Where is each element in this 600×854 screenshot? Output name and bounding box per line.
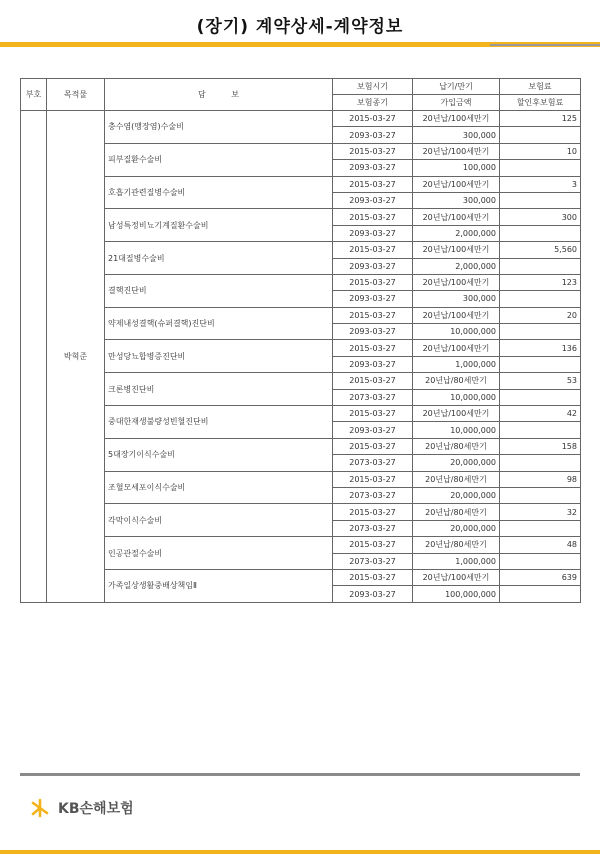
coverage-term: 20년납/100세만기 — [413, 340, 500, 356]
coverage-end: 2093-03-27 — [333, 127, 413, 143]
coverage-start: 2015-03-27 — [333, 176, 413, 192]
coverage-end: 2073-03-27 — [333, 553, 413, 569]
table-row — [21, 406, 581, 422]
coverage-name: 가족일상생활중배상책임Ⅱ — [105, 569, 333, 602]
coverage-amount: 300,000 — [413, 291, 500, 307]
coverage-end: 2093-03-27 — [333, 324, 413, 340]
table-row — [21, 340, 581, 356]
coverage-name: 피부질환수술비 — [105, 143, 333, 176]
table-row — [21, 242, 581, 258]
coverage-term: 20년납/100세만기 — [413, 406, 500, 422]
table-row — [21, 373, 581, 389]
coverage-end: 2073-03-27 — [333, 389, 413, 405]
coverage-name: 결핵진단비 — [105, 274, 333, 307]
coverage-premium: 136 — [500, 340, 581, 356]
coverage-amount: 2,000,000 — [413, 258, 500, 274]
coverage-term: 20년납/100세만기 — [413, 209, 500, 225]
coverage-discount — [500, 455, 581, 471]
coverage-discount — [500, 520, 581, 536]
coverage-end: 2093-03-27 — [333, 258, 413, 274]
coverage-end: 2093-03-27 — [333, 356, 413, 372]
coverage-start: 2015-03-27 — [333, 209, 413, 225]
coverage-amount: 100,000,000 — [413, 586, 500, 602]
coverage-term: 20년납/100세만기 — [413, 569, 500, 585]
table-row — [21, 143, 581, 159]
header-insured: 목적물 — [47, 79, 105, 111]
header-coverage: 담 보 — [105, 79, 333, 111]
page-title: (장기) 계약상세-계약정보 — [196, 17, 404, 37]
coverage-name: 만성당뇨합병증진단비 — [105, 340, 333, 373]
coverage-term: 20년납/100세만기 — [413, 274, 500, 290]
coverage-end: 2073-03-27 — [333, 455, 413, 471]
coverage-amount: 100,000 — [413, 160, 500, 176]
coverage-term: 20년납/100세만기 — [413, 111, 500, 127]
coverage-end: 2093-03-27 — [333, 225, 413, 241]
footer-accent — [0, 850, 600, 854]
coverage-end: 2093-03-27 — [333, 160, 413, 176]
header-no: 부호 — [21, 79, 47, 111]
coverage-discount — [500, 127, 581, 143]
coverage-amount: 20,000,000 — [413, 520, 500, 536]
coverage-discount — [500, 225, 581, 241]
coverage-premium: 123 — [500, 274, 581, 290]
coverage-end: 2073-03-27 — [333, 520, 413, 536]
coverage-term: 20년납/100세만기 — [413, 143, 500, 159]
kb-star-icon — [30, 798, 56, 818]
table-body — [21, 111, 581, 603]
table-header-row — [21, 79, 581, 95]
coverage-discount — [500, 192, 581, 208]
coverage-end: 2093-03-27 — [333, 291, 413, 307]
coverage-name: 남성특정비뇨기계질환수술비 — [105, 209, 333, 242]
coverage-end: 2093-03-27 — [333, 586, 413, 602]
coverage-name: 인공관절수술비 — [105, 537, 333, 570]
coverage-discount — [500, 586, 581, 602]
coverage-premium: 639 — [500, 569, 581, 585]
coverage-discount — [500, 324, 581, 340]
coverage-term: 20년납/80세만기 — [413, 373, 500, 389]
table-row — [21, 274, 581, 290]
coverage-discount — [500, 160, 581, 176]
coverage-end: 2073-03-27 — [333, 487, 413, 503]
coverage-start: 2015-03-27 — [333, 143, 413, 159]
table-row — [21, 111, 581, 127]
table-row — [21, 471, 581, 487]
coverage-start: 2015-03-27 — [333, 438, 413, 454]
coverage-name: 21대질병수술비 — [105, 242, 333, 275]
table-row — [21, 504, 581, 520]
coverage-discount — [500, 553, 581, 569]
header-discount: 할인후보험료 — [500, 95, 581, 111]
coverage-term: 20년납/80세만기 — [413, 537, 500, 553]
coverage-premium: 125 — [500, 111, 581, 127]
coverage-premium: 5,560 — [500, 242, 581, 258]
coverage-discount — [500, 389, 581, 405]
coverage-discount — [500, 487, 581, 503]
coverage-start: 2015-03-27 — [333, 537, 413, 553]
coverage-name: 각막이식수술비 — [105, 504, 333, 537]
table-row — [21, 209, 581, 225]
coverage-amount: 2,000,000 — [413, 225, 500, 241]
coverage-term: 20년납/100세만기 — [413, 242, 500, 258]
coverage-name: 크론병진단비 — [105, 373, 333, 406]
coverage-start: 2015-03-27 — [333, 340, 413, 356]
coverage-amount: 1,000,000 — [413, 356, 500, 372]
coverage-end: 2093-03-27 — [333, 422, 413, 438]
coverage-name: 충수염(맹장염)수술비 — [105, 111, 333, 144]
header-start: 보험시기 — [333, 79, 413, 95]
coverage-premium: 98 — [500, 471, 581, 487]
header-rule-accent — [490, 44, 600, 46]
coverage-term: 20년납/100세만기 — [413, 176, 500, 192]
coverage-premium: 300 — [500, 209, 581, 225]
coverage-discount — [500, 356, 581, 372]
coverage-term: 20년납/80세만기 — [413, 504, 500, 520]
coverage-start: 2015-03-27 — [333, 242, 413, 258]
coverage-start: 2015-03-27 — [333, 111, 413, 127]
header-end: 보험종기 — [333, 95, 413, 111]
coverage-name: 중대한재생불량성빈혈진단비 — [105, 406, 333, 439]
coverage-amount: 20,000,000 — [413, 455, 500, 471]
coverage-end: 2093-03-27 — [333, 192, 413, 208]
coverage-start: 2015-03-27 — [333, 307, 413, 323]
coverage-start: 2015-03-27 — [333, 406, 413, 422]
coverage-amount: 10,000,000 — [413, 422, 500, 438]
header-premium: 보험료 — [500, 79, 581, 95]
brand-name: KB손해보험 — [58, 801, 134, 817]
table-row — [21, 438, 581, 454]
coverage-premium: 158 — [500, 438, 581, 454]
contract-table — [20, 78, 581, 603]
table-row — [21, 537, 581, 553]
brand-logo — [30, 798, 134, 818]
table-row — [21, 569, 581, 585]
coverage-term: 20년납/80세만기 — [413, 471, 500, 487]
coverage-name: 조혈모세포이식수술비 — [105, 471, 333, 504]
coverage-start: 2015-03-27 — [333, 373, 413, 389]
coverage-start: 2015-03-27 — [333, 504, 413, 520]
insured-name: 박혁준 — [47, 111, 105, 603]
footer-rule — [20, 773, 580, 776]
coverage-start: 2015-03-27 — [333, 569, 413, 585]
coverage-amount: 1,000,000 — [413, 553, 500, 569]
coverage-name: 약제내성결핵(슈퍼결핵)진단비 — [105, 307, 333, 340]
coverage-start: 2015-03-27 — [333, 471, 413, 487]
header-amount: 가입금액 — [413, 95, 500, 111]
coverage-amount: 300,000 — [413, 127, 500, 143]
coverage-discount — [500, 258, 581, 274]
coverage-discount — [500, 422, 581, 438]
coverage-amount: 300,000 — [413, 192, 500, 208]
coverage-premium: 32 — [500, 504, 581, 520]
row-no-cell — [21, 111, 47, 603]
header-term: 납기/만기 — [413, 79, 500, 95]
coverage-term: 20년납/100세만기 — [413, 307, 500, 323]
coverage-premium: 10 — [500, 143, 581, 159]
coverage-name: 5대장기이식수술비 — [105, 438, 333, 471]
coverage-term: 20년납/80세만기 — [413, 438, 500, 454]
coverage-premium: 20 — [500, 307, 581, 323]
coverage-premium: 48 — [500, 537, 581, 553]
coverage-amount: 20,000,000 — [413, 487, 500, 503]
coverage-premium: 42 — [500, 406, 581, 422]
coverage-premium: 53 — [500, 373, 581, 389]
coverage-amount: 10,000,000 — [413, 324, 500, 340]
coverage-name: 호흡기관련질병수술비 — [105, 176, 333, 209]
table-row — [21, 176, 581, 192]
table-row — [21, 307, 581, 323]
coverage-premium: 3 — [500, 176, 581, 192]
coverage-start: 2015-03-27 — [333, 274, 413, 290]
coverage-amount: 10,000,000 — [413, 389, 500, 405]
coverage-discount — [500, 291, 581, 307]
